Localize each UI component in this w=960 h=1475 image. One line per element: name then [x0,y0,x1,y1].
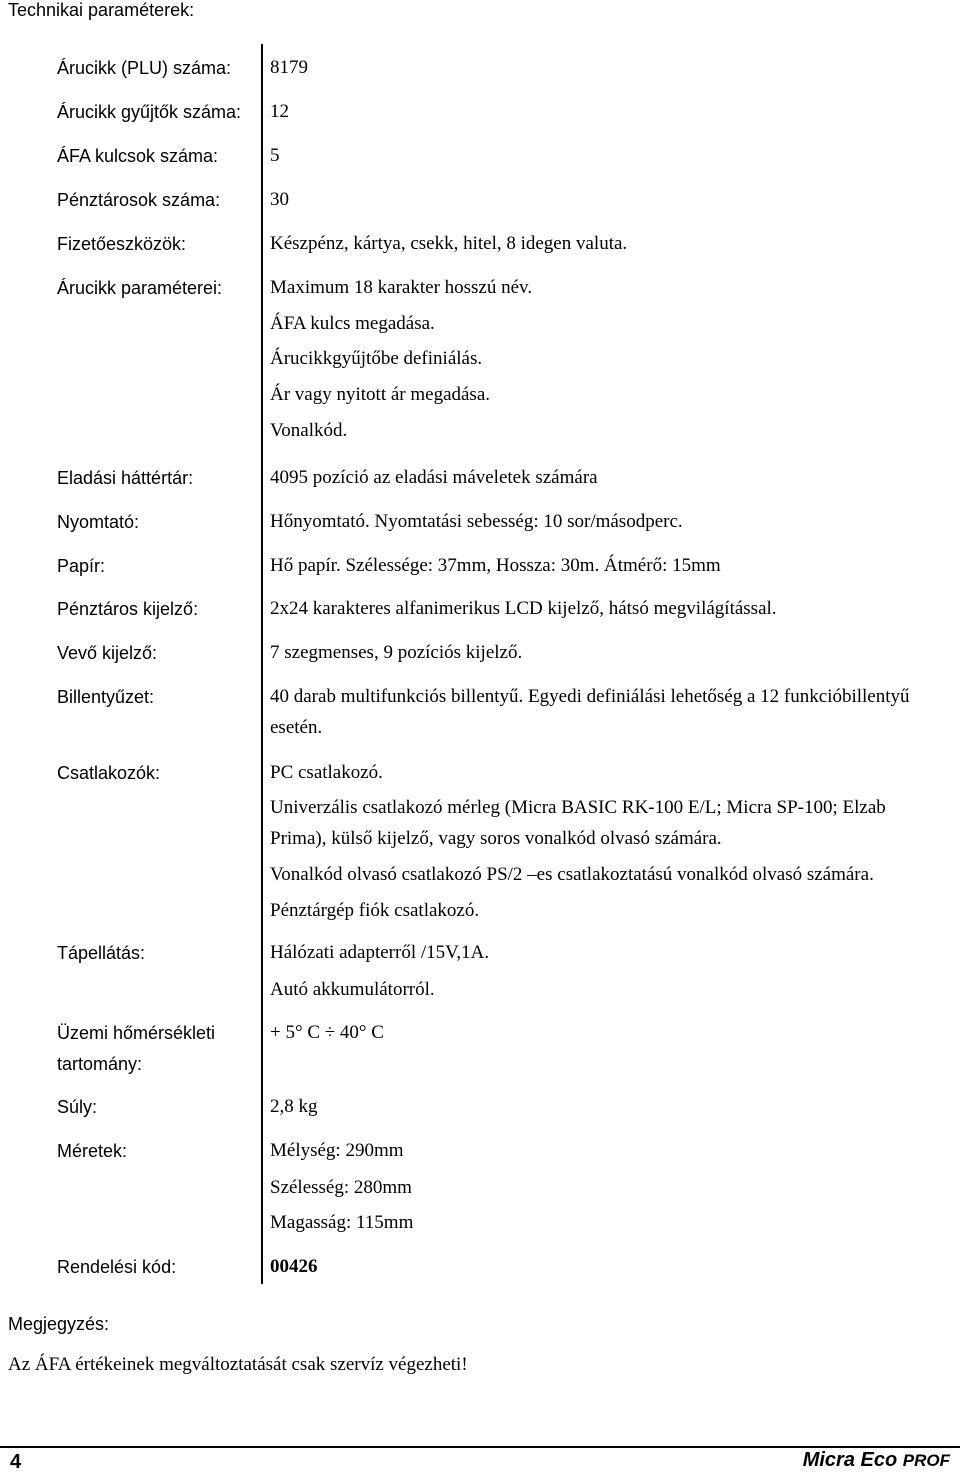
spec-label: Papír: [57,556,106,576]
spec-value: 30 [270,189,289,210]
spec-value: Vonalkód. [270,420,348,441]
spec-value: Mélység: 290mm [270,1140,404,1161]
spec-value: 5 [270,145,280,166]
spec-value: Vonalkód olvasó csatlakozó PS/2 –es csatlakoztatású vonalkód olvasó számára. [270,864,874,885]
spec-value: Pénztárgép fiók csatlakozó. [270,900,480,921]
note-text: Az ÁFA értékeinek megváltoztatását csak szervíz végezheti! [8,1354,468,1375]
spec-label: Eladási háttértár: [57,468,194,488]
spec-value: 8179 [270,57,308,78]
spec-label: Vevő kijelző: [57,643,158,663]
product-name-suffix: PROF [902,1451,950,1470]
spec-label: Fizetőeszközök: [57,234,187,254]
spec-value: ÁFA kulcs megadása. [270,313,435,334]
order-code-label: Rendelési kód: [57,1257,177,1277]
spec-label: Árucikk (PLU) száma: [57,58,232,78]
spec-value: Ár vagy nyitott ár megadása. [270,384,491,405]
spec-value: 4095 pozíció az eladási máveletek számára [270,467,598,488]
spec-value: Magasság: 115mm [270,1212,414,1233]
product-name-main: Micra Eco [802,1449,903,1471]
product-name [803,1449,950,1472]
table-divider [261,44,263,1284]
spec-label: Üzemi hőmérsékleti [57,1023,216,1043]
spec-value: 2x24 karakteres alfanimerikus LCD kijelző, hátsó megvilágítással. [270,598,777,619]
spec-value: Szélesség: 280mm [270,1177,412,1198]
footer-rule [0,1446,960,1448]
spec-value: 12 [270,101,289,122]
spec-value: 40 darab multifunkciós billentyű. Egyedi definiálási lehetőség a 12 funkcióbillentyű esetén. [270,686,910,738]
spec-value: + 5° C ÷ 40° C [270,1022,384,1043]
spec-value: PC csatlakozó. [270,762,383,783]
spec-label: Súly: [57,1097,98,1117]
spec-label: Pénztárosok száma: [57,190,221,210]
spec-label: Billentyűzet: [57,687,155,707]
spec-label: tartomány: [57,1054,143,1074]
spec-label: Pénztáros kijelző: [57,599,199,619]
note-label: Megjegyzés: [8,1314,110,1334]
spec-value: Árucikkgyűjtőbe definiálás. [270,348,483,369]
spec-value: 2,8 kg [270,1096,318,1117]
spec-label: Csatlakozók: [57,763,161,783]
spec-value: Készpénz, kártya, csekk, hitel, 8 idegen valuta. [270,233,628,254]
spec-label: Tápellátás: [57,943,146,963]
spec-value: Maximum 18 karakter hosszú név. [270,277,533,298]
spec-label: Nyomtató: [57,512,140,532]
page-number: 4 [10,1451,22,1473]
section-title: Technikai paraméterek: [8,0,195,20]
spec-value: Univerzális csatlakozó mérleg (Micra BASIC RK-100 E/L; Micra SP-100; Elzab Prima), külső kijelző, vagy soros vonalkód olvasó számára. [270,797,886,849]
order-code-value: 00426 [270,1256,318,1277]
spec-value: Hő papír. Szélessége: 37mm, Hossza: 30m. Átmérő: 15mm [270,555,721,576]
spec-value: Hőnyomtató. Nyomtatási sebesség: 10 sor/másodperc. [270,511,683,532]
spec-value: Autó akkumulátorról. [270,979,435,1000]
spec-value: Hálózati adapterről /15V,1A. [270,942,490,963]
spec-label: Árucikk gyűjtők száma: [57,102,242,122]
spec-label: ÁFA kulcsok száma: [57,146,219,166]
spec-label: Árucikk paraméterei: [57,278,223,298]
spec-value: 7 szegmenses, 9 pozíciós kijelző. [270,642,523,663]
spec-label: Méretek: [57,1141,128,1161]
